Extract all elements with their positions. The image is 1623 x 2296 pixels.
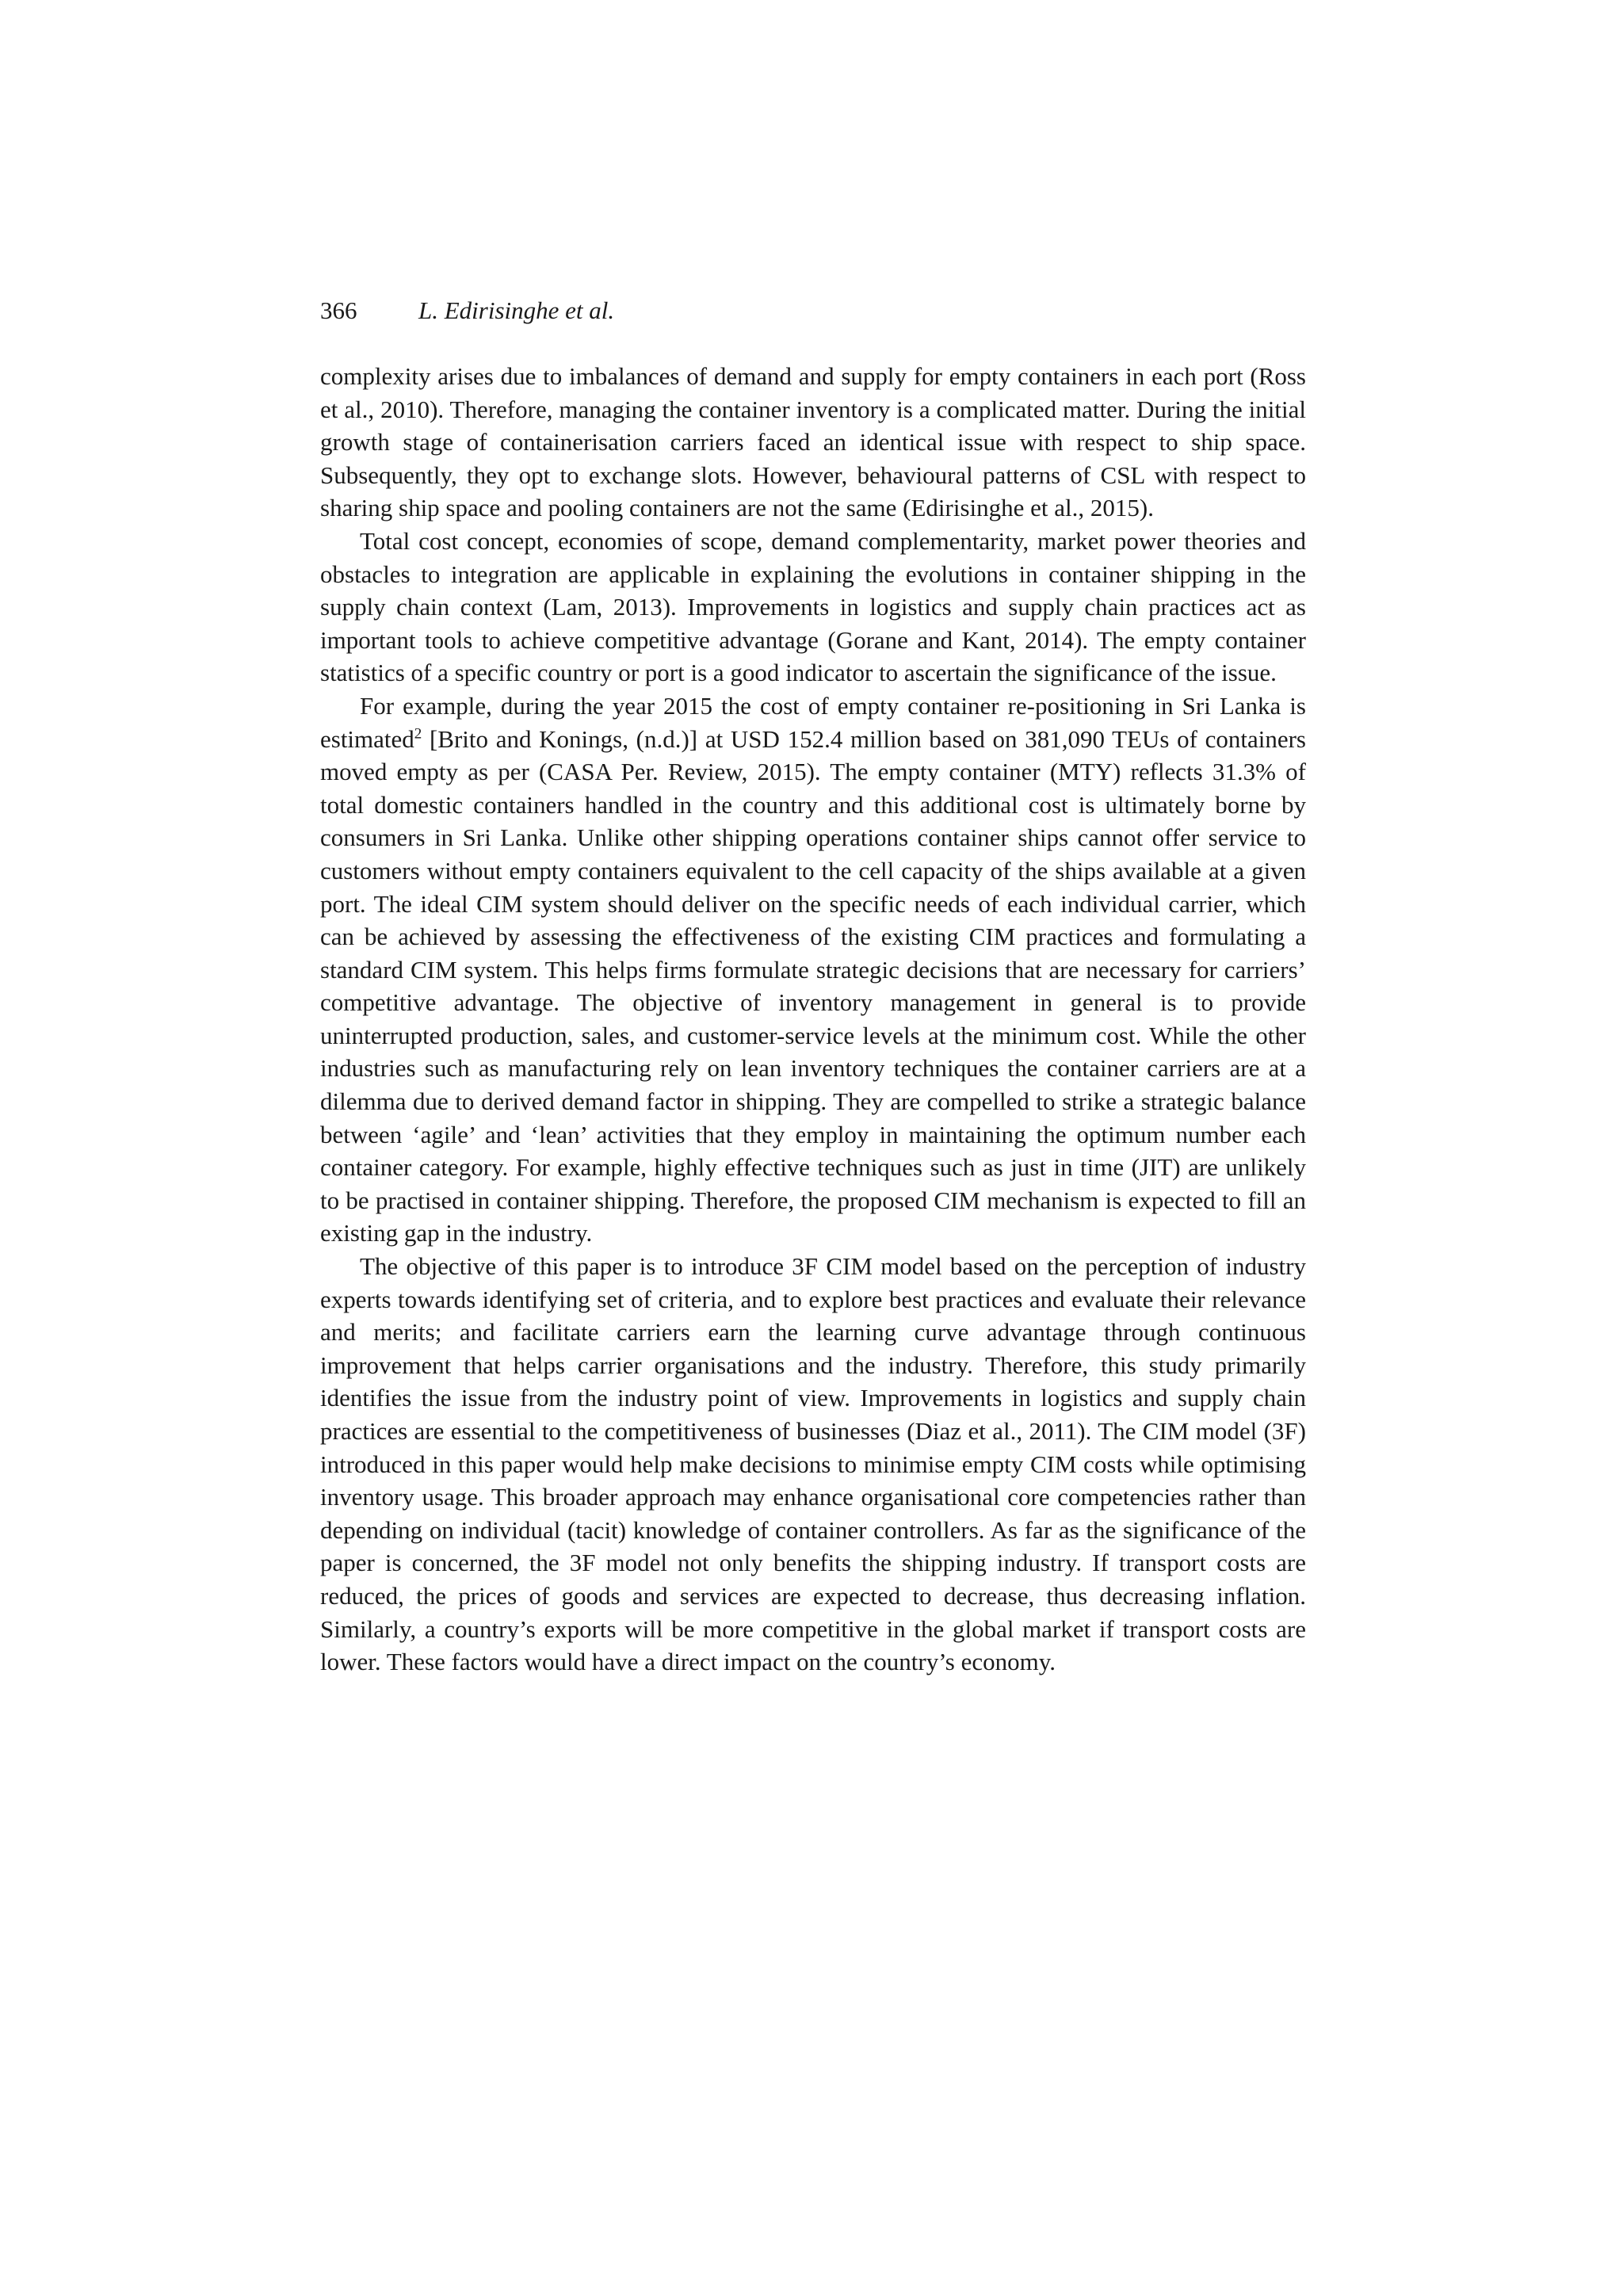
page-number: 366: [320, 296, 357, 324]
body-text: [320, 360, 1306, 1679]
paragraph-1: complexity arises due to imbalances of demand and supply for empty containers in each port (Ross et al., 2010). Therefore, managing the container inventory is a complicated matter. During the initial growth stage of containerisation carriers faced an identical issue with respect to ship space. Subsequently, they opt to exchange slots. However, behavioural patterns of CSL with respect to sharing ship space and pooling containers are not the same (Edirisinghe et al., 2015).: [320, 362, 1306, 522]
paragraph-4: The objective of this paper is to introduce 3F CIM model based on the perception of industry experts towards identifying set of criteria, and to explore best practices and evaluate their relevance and merits; and facilitate carriers earn the learning curve advantage through continuous improvement that helps carrier organisations and the industry. Therefore, this study primarily identifies the issue from the industry point of view. Improvements in logistics and supply chain practices are essential to the competitiveness of businesses (Diaz et al., 2011). The CIM model (3F) introduced in this paper would help make decisions to minimise empty CIM costs while optimising inventory usage. This broader approach may enhance organisational core competencies rather than depending on individual (tacit) knowledge of container controllers. As far as the significance of the paper is concerned, the 3F model not only benefits the shipping industry. If transport costs are reduced, the prices of goods and services are expected to decrease, thus decreasing inflation. Similarly, a country’s exports will be more competitive in the global market if transport costs are lower. These factors would have a direct impact on the country’s economy.: [320, 1252, 1306, 1676]
running-head-authors: L. Edirisinghe et al.: [418, 296, 615, 324]
paragraph-3-text-after-footnote: [Brito and Konings, (n.d.)] at USD 152.4 million based on 381,090 TEUs of containers moved empty as per (CASA Per. Review, 2015). The empty container (MTY) reflects 31.3% of total domestic containers handled in the country and this additional cost is ultimately borne by consumers in Sri Lanka. Unlike other shipping operations container ships cannot offer service to customers without empty containers equivalent to the cell capacity of the ships available at a given port. The ideal CIM system should deliver on the specific needs of each individual carrier, which can be achieved by assessing the effectiveness of the existing CIM practices and formulating a standard CIM system. This helps firms formulate strategic decisions that are necessary for carriers’ competitive advantage. The objective of inventory management in general is to provide uninterrupted production, sales, and customer-service levels at the minimum cost. While the other industries such as manufacturing rely on lean inventory techniques the container carriers are at a dilemma due to derived demand factor in shipping. They are compelled to strike a strategic balance between ‘agile’ and ‘lean’ activities that they employ in maintaining the optimum number each container category. For example, highly effective techniques such as just in time (JIT) are unlikely to be practised in container shipping. Therefore, the proposed CIM mechanism is expected to fill an existing gap in the industry.: [320, 724, 1306, 1247]
footnote-reference[interactable]: 2: [414, 725, 422, 743]
paragraph-2: Total cost concept, economies of scope, demand complementarity, market power theories and obstacles to integration are applicable in explaining the evolutions in container shipping in the supply chain context (Lam, 2013). Improvements in logistics and supply chain practices act as important tools to achieve competitive advantage (Gorane and Kant, 2014). The empty container statistics of a specific country or port is a good indicator to ascertain the significance of the issue.: [320, 526, 1306, 687]
running-header: [320, 295, 614, 327]
paragraph-3: [320, 690, 1306, 1250]
paragraph-3-text-before-footnote: For example, during the year 2015 the cost of empty container re-positioning in Sri Lanka is estimated: [320, 691, 1306, 753]
